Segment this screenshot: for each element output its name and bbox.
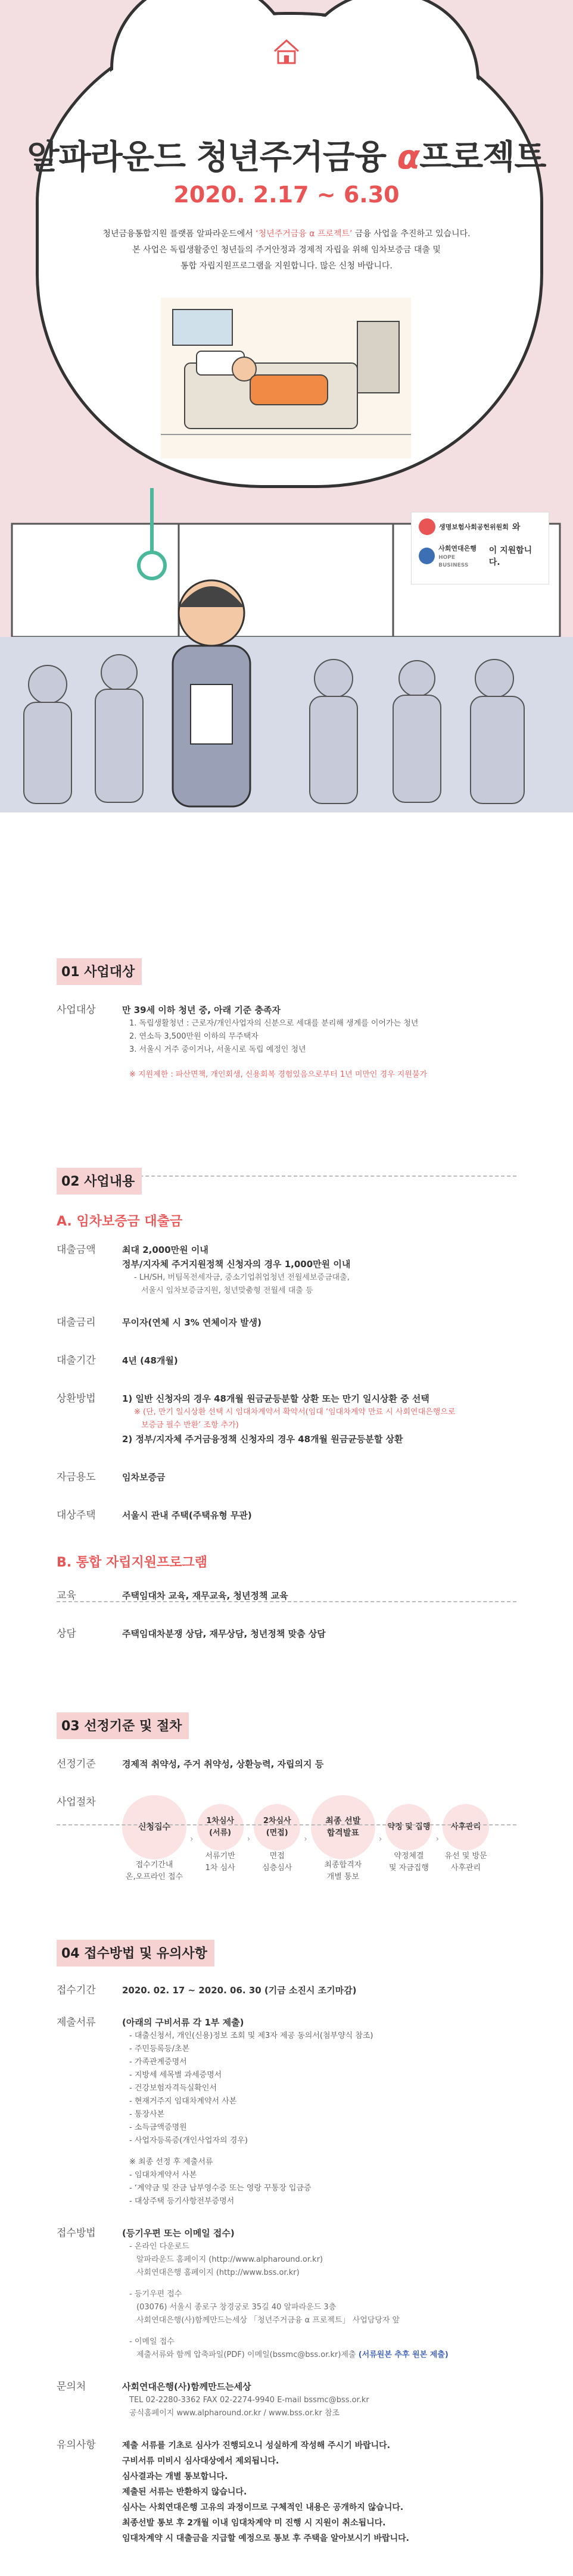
arrow-right-icon: › [190,1834,194,1844]
process-step: 최종 선발 합격발표 최종합격자 개별 통보 [311,1795,375,1883]
subsection-program: B. 통합 자립지원프로그램 [57,1555,207,1570]
arrow-right-icon: › [378,1834,382,1844]
list-item: - 대출신청서, 개인(신용)정보 조회 및 제3자 제공 동의서(첨부양식 참조) [129,2031,373,2040]
info-row: 대출금리 무이자(연체 시 3% 연체이자 발생) [57,1317,261,1328]
list-item: 2. 연소득 3,500만원 이하의 무주택자 [129,1032,259,1041]
divider [57,1601,516,1602]
subsection-loan: A. 임차보증금 대출금 [57,1214,183,1229]
page-title: 알파라운드 청년주거금융 α프로젝트 [27,138,546,177]
notice-item: 심사결과는 개별 통보합니다. [122,2472,228,2481]
process-steps [122,1795,516,1883]
info-row: 상환방법 1) 일반 신청자의 경우 48개월 원금균등분할 상환 또는 만기 일시상환 중 선택 ※ (단, 만기 일시상환 선택 시 임대차계약서 확약서(임대 ‘임대차계약 만료 시 사회연대은행으로 보증금 필수 반환’ 조항 추가) 2) 정부/지자체 주거금융정책 신청자의 경우 48개월 원금균등분할 상환 [57,1393,456,1445]
section-eligibility [57,958,516,1081]
list-item: - 현재거주지 임대차계약서 사본 [129,2097,237,2106]
arrow-right-icon: › [435,1834,440,1844]
method-row: 접수방법 (등기우편 또는 이메일 접수) - 온라인 다운로드 알파라운드 홈페이지 (http://www.alpharound.or.kr) 사회연대은행 홈페이지 (http://www.bss.or.kr) - 등기우편 접수 (03076) 서울시 종로구 창경궁로 35길 40 알파라운드 3층 사회연대은행(사)함께만드는세상 「청년주거금융 α 프로젝트」 사업담당자 앞 - 이메일 접수 제출서류와 함께 압축파일(PDF) 이메일(bssmc@bss.or.kr)제출 (서류원본 추후 원본 제출) [57,2226,516,2362]
alpharound-link[interactable]: 알파라운드 홈페이지 (http://www.alpharound.or.kr) [136,2255,323,2264]
life-insurance-logo-icon [419,518,435,535]
info-row: 대상주택 서울시 관내 주택(주택유형 무관) [57,1509,252,1521]
bss-link[interactable]: 사회연대은행 홈페이지 (http://www.bss.or.kr) [136,2268,300,2277]
section-content [57,1168,516,1641]
section-application [57,1940,516,2546]
notice-row: 유의사항 제출 서류를 기초로 심사가 진행되오니 성실하게 작성해 주시기 바랍니다. 구비서류 미비시 심사대상에서 제외됩니다. 심사결과는 개별 통보합니다. 제출된 서류는 반환하지 않습니다. 심사는 사회연대은행 고유의 과정이므로 구체적인 내용은 공개하지 않습니다. 최종선발 통보 후 2개월 이내 임대차계약 미 진행 시 지원이 취소됩니다. 임대차계약 시 대출금을 지급할 예정으로 통보 후 주택을 알아보시기 바랍니다. [57,2438,516,2546]
list-item: - 대상주택 등기사항전부증명서 [129,2197,235,2206]
info-row: 교육 주택임대차 교육, 재무교육, 청년정책 교육 [57,1590,288,1602]
info-row: 대출금액 최대 2,000만원 이내 정부/지자체 주거지원정책 신청자의 경우 1,000만원 이내 - LH/SH, 버팀목전세자금, 중소기업취업청년 전월세보증금대출, 서울시 임차보증금지원, 청년맞춤형 전월세 대출 등 [57,1244,351,1295]
process-step: 사후관리 유선 및 방문 사후관리 [443,1804,489,1874]
documents-row: 제출서류 (아래의 구비서류 각 1부 제출) - 대출신청서, 개인(신용)정보 조회 및 제3자 제공 동의서(첨부양식 참조) - 주민등록등/초본 - 가족관계증명서 - 지방세 세목별 과세증명서 - 건강보험자격득실확인서 - 현재거주지 임대차계약서 사본 - 통장사본 - 소득금액증명원 - 사업자등록증(개인사업자의 경우) ※ 최종 선정 후 제출서류 - 임대차계약서 사본 - ‘계약금 및 잔금 납부영수증 또는 영랑 꾸통장 입금증 - 대상주택 등기사항전부증명서 [57,2015,516,2208]
sponsor-1: 생명보험사회공헌위원회 와 [412,512,549,537]
section-title: 04 접수방법 및 유의사항 [57,1940,214,1967]
divider [57,1824,516,1825]
list-item: - 가족관계증명서 [129,2058,187,2067]
project-period: 2020. 2.17 ~ 6.30 [173,182,400,208]
eligibility-row: 사업대상 만 39세 이하 청년 중, 아래 기준 충족자 1. 독립생활청년 : 근로자/개인사업자의 신분으로 세대를 분리해 생계를 이어가는 청년 2. 연소득 3,500만원 이하의 무주택자 3. 서울시 거주 중이거나, 서울시로 독립 예정인 청년 ※ 지원제한 : 파산면책, 개인회생, 신용회복 경험있음으로부터 1년 미만인 경우 지원불가 [57,1003,516,1081]
notice-item: 심사는 사회연대은행 고유의 과정이므로 구체적인 내용은 공개하지 않습니다. [122,2503,404,2512]
main-content [0,812,573,2546]
sponsor-box [411,512,549,584]
email-link[interactable]: 제출서류와 함께 압축파일(PDF) 이메일(bssmc@bss.or.kr)제출 [136,2350,356,2359]
contact-row: 문의처 사회연대은행(사)함께만드는세상 TEL 02-2280-3362 FAX 02-2274-9940 E-mail bssmc@bss.or.kr 공식홈페이지 www.alpharound.or.kr / www.bss.or.kr 참조 [57,2380,516,2420]
list-item: - 임대차계약서 사본 [129,2171,197,2180]
restriction-note: ※ 지원제한 : 파산면책, 개인회생, 신용회복 경험있음으로부터 1년 미만인 경우 지원불가 [129,1070,428,1079]
notice-item: 임대차계약 시 대출금을 지급할 예정으로 통보 후 주택을 알아보시기 바랍니다. [122,2534,409,2543]
info-row: 접수기간 2020. 02. 17 ~ 2020. 06. 30 (기금 소진시 조기마감) [57,1984,357,1996]
process-step: 2차심사 (면접) 면접 심층심사 [254,1804,300,1874]
hero-banner [0,0,573,812]
list-item: - 사업자등록증(개인사업자의 경우) [129,2136,248,2145]
sleeping-youth-illustration [161,298,411,458]
notice-item: 제출 서류를 기초로 심사가 진행되오니 성실하게 작성해 주시기 바랍니다. [122,2441,391,2450]
process-step: 약정 및 집행 약정체결 및 자금집행 [385,1804,432,1874]
website-link[interactable]: 공식홈페이지 www.alpharound.or.kr / www.bss.or.kr 참조 [129,2409,340,2418]
list-item: - 소득금액증명원 [129,2123,187,2132]
arrow-right-icon: › [247,1834,251,1844]
section-title: 01 사업대상 [57,958,142,985]
section-selection [57,1712,516,1883]
process-row: 사업절차 신청접수 접수기간내 온,오프라인 접수 › 1차심사 (서류) 서류기반 1차 심사 › 2차심사 (면접) 면접 심층심사 › 최종 선발 합격발표 최종합격자 개별 통보 › 약정 및 집행 약정체결 및 자금집행 › 사후관리 유선 및 방문 사후관리 [57,1795,516,1883]
section-title: 02 사업내용 [57,1168,142,1195]
info-row: 상담 주택임대차분쟁 상담, 재무상담, 청년정책 맞춤 상담 [57,1628,326,1640]
info-row: 자금용도 임차보증금 [57,1471,166,1483]
arrow-right-icon: › [304,1834,307,1844]
list-item: 3. 서울시 거주 중이거나, 서울시로 독립 예정인 청년 [129,1045,306,1054]
list-item: - 주민등록등/초본 [129,2044,190,2053]
process-step: 1차심사 (서류) 서류기반 1차 심사 [197,1804,244,1874]
info-row: 선정기준 경제적 취약성, 주거 취약성, 상환능력, 자립의지 등 [57,1758,324,1770]
notice-item: 제출된 서류는 반환하지 않습니다. [122,2487,247,2497]
notice-item: 구비서류 미비시 심사대상에서 제외됩니다. [122,2456,279,2466]
notice-item: 최종선발 통보 후 2개월 이내 임대차계약 미 진행 시 지원이 취소됩니다. [122,2518,386,2528]
social-solidarity-bank-logo-icon [419,548,435,564]
list-item: 1. 독립생활청년 : 근로자/개인사업자의 신분으로 세대를 분리해 생계를 이어가는 청년 [129,1019,419,1028]
list-item: - ‘계약금 및 잔금 납부영수증 또는 영랑 꾸통장 입금증 [129,2184,312,2193]
info-row: 대출기간 4년 (48개월) [57,1355,178,1367]
section-title: 03 선정기준 및 절차 [57,1712,189,1739]
list-item: - 지방세 세목별 과세증명서 [129,2071,222,2080]
process-step: 신청접수 접수기간내 온,오프라인 접수 [122,1795,186,1883]
list-item: - 통장사본 [129,2110,165,2119]
list-item: - 건강보험자격득실확인서 [129,2084,217,2093]
sponsor-2: 사회연대은행 HOPE BUSINESS 이 지원합니다. [412,537,549,571]
hero-description: 청년금융통합지원 플랫폼 알파라운드에서 ‘청년주거금융 α 프로젝트’ 금융 사업을 추진하고 있습니다. 본 사업은 독립생활중인 청년들의 주거안정과 경제적 자립을 위해 임차보증금 대출 및 통합 자립지원프로그램을 지원합니다. 많은 신청 바랍니다. [102,229,471,271]
house-icon [271,36,302,67]
list-item: ※ 최종 선정 후 제출서류 [129,2158,213,2167]
